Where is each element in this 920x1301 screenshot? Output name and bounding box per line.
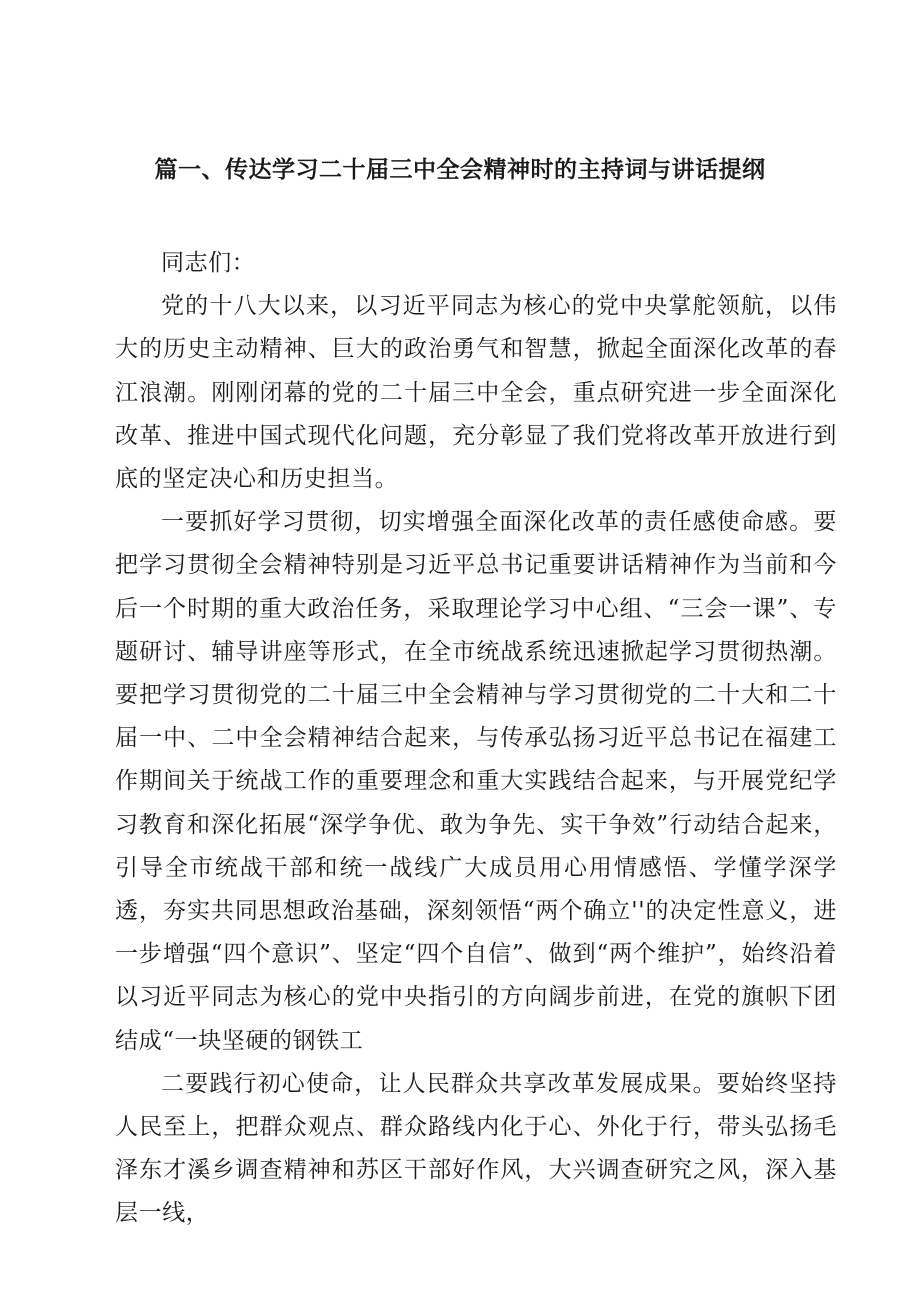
document-title: 篇一、传达学习二十届三中全会精神时的主持词与讲话提纲 — [154, 157, 766, 183]
paragraph-point-one: 一要抓好学习贯彻，切实增强全面深化改革的责任感使命感。要把学习贯彻全会精神特别是习近平总书记重要讲话精神作为当前和今后一个时期的重大政治任务，采取理论学习中心组、“三会一课”、专题研讨、辅导讲座等形式，在全市统战系统迅速掀起学习贯彻热潮。要把学习贯彻党的二十届三中全会精神与学习贯彻党的二十大和二十届一中、二中全会精神结合起来，与传承弘扬习近平总书记在福建工作期间关于统战工作的重要理念和重大实践结合起来，与开展党纪学习教育和深化拓展“深学争优、敢为争先、实干争效”行动结合起来，引导全市统战干部和统一战线广大成员用心用情感悟、学懂学深学透，夯实共同思想政治基础，深刻领悟“两个确立''的决定性意义，进一步增强“四个意识”、坚定“四个自信”、做到“两个维护”，始终沿着以习近平同志为核心的党中央指引的方向阔步前进，在党的旗帜下团结成“一块坚硬的钢铁工 — [115, 509, 837, 1054]
salutation: 同志们： — [161, 250, 256, 276]
paragraph-intro: 党的十八大以来，以习近平同志为核心的党中央掌舵领航，以伟大的历史主动精神、巨大的政治勇气和智慧，掀起全面深化改革的春江浪潮。刚刚闭幕的党的二十届三中全会，重点研究进一步全面深化改革、推进中国式现代化问题，充分彰显了我们党将改革开放进行到底的坚定决心和历史担当。 — [115, 293, 837, 493]
paragraph-point-two: 二要践行初心使命，让人民群众共享改革发展成果。要始终坚持人民至上，把群众观点、群众路线内化于心、外化于行，带头弘扬毛泽东才溪乡调查精神和苏区干部好作风，大兴调查研究之风，深入基层一线， — [115, 1070, 837, 1227]
document-body — [115, 242, 837, 1236]
